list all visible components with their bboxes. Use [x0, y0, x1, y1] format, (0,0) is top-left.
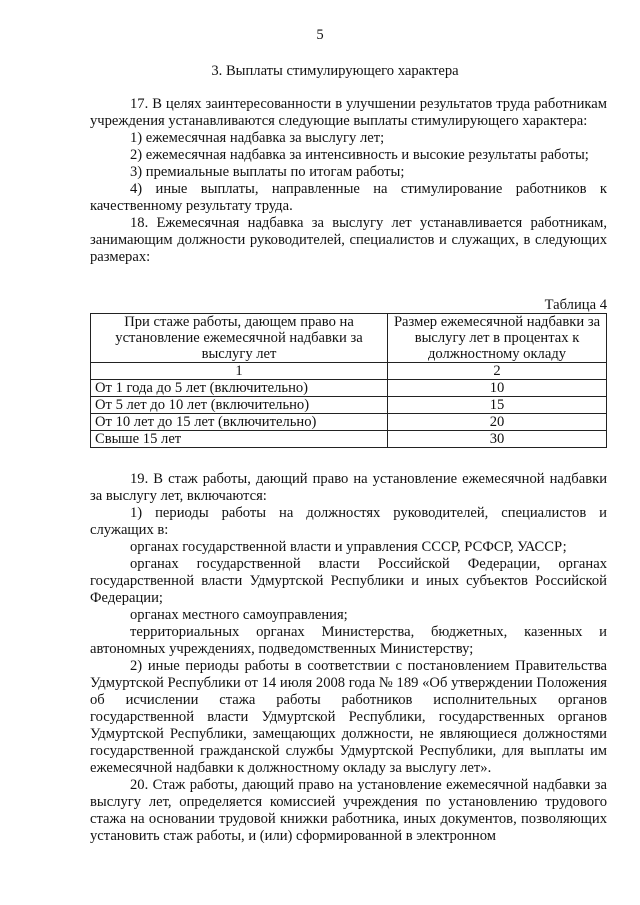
paragraph-19 [90, 471, 607, 845]
paragraph-18: 18. Ежемесячная надбавка за выслугу лет устанавливается работникам, занимающим должности руководителей, специалистов и служащих, в следующих размерах: [90, 215, 607, 265]
table-cell-percent: 20 [388, 414, 607, 431]
paragraph-17-item-3: 3) премиальные выплаты по итогам работы; [130, 164, 405, 180]
table-cell-percent: 10 [388, 380, 607, 397]
paragraph-19-item-1: 1) периоды работы на должностях руководителей, специалистов и служащих в: [90, 505, 607, 538]
table-column-number-2: 2 [388, 363, 607, 380]
organ-item: органах государственной власти Российской Федерации, органах государственной власти Удмуртской Республики и иных субъектов Российской Федерации; [90, 556, 607, 606]
paragraph-19-intro: 19. В стаж работы, дающий право на установление ежемесячной надбавки за выслугу лет, включаются: [90, 471, 607, 504]
page-number: 5 [316, 27, 324, 43]
paragraph-20: 20. Стаж работы, дающий право на установление ежемесячной надбавки за выслугу лет, определяется комиссией учреждения по установлению трудового стажа на основании трудовой книжки работника, иных документов, позволяющих установить стаж работы, и (или) сформированной в электронном [90, 777, 607, 844]
table-row [91, 414, 607, 431]
table-cell-percent: 30 [388, 431, 607, 448]
paragraph-17-item-2: 2) ежемесячная надбавка за интенсивность и высокие результаты работы; [130, 147, 589, 163]
paragraph-17-item-1: 1) ежемесячная надбавка за выслугу лет; [130, 130, 385, 146]
organ-item: территориальных органах Министерства, бюджетных, казенных и автономных учреждениях, подведомственных Министерству; [90, 624, 607, 657]
table-column-number-row [91, 363, 607, 380]
table-cell-percent: 15 [388, 397, 607, 414]
organ-item: органах местного самоуправления; [130, 607, 348, 623]
organ-item: органах государственной власти и управления СССР, РСФСР, УАССР; [130, 539, 567, 555]
table-cell-period: От 10 лет до 15 лет (включительно) [91, 414, 388, 431]
table-column-number-1: 1 [91, 363, 388, 380]
table-header-percent: Размер ежемесячной надбавки за выслугу лет в процентах к должностному окладу [388, 314, 607, 363]
section-title: 3. Выплаты стимулирующего характера [211, 63, 459, 79]
table-header-row [91, 314, 607, 363]
paragraph-17-item-4: 4) иные выплаты, направленные на стимулирование работников к качественному результату труда. [90, 181, 607, 214]
table-row [91, 397, 607, 414]
table-row [91, 431, 607, 448]
table-caption: Таблица 4 [544, 297, 607, 313]
table-header-period: При стаже работы, дающем право на установление ежемесячной надбавки за выслугу лет [91, 314, 388, 363]
table-cell-period: От 1 года до 5 лет (включительно) [91, 380, 388, 397]
paragraph-17 [90, 96, 607, 266]
paragraph-19-item-2: 2) иные периоды работы в соответствии с постановлением Правительства Удмуртской Республики от 14 июля 2008 года № 189 «Об утверждении Положения об исчислении стажа работы работников исполнительных органов государственной власти Удмуртской Республики, государственных органов Удмуртской Республики, замещающих должности, не являющиеся должностями государственной гражданской службы Удмуртской Республики, для выплаты им ежемесячной надбавки к должностному окладу за выслугу лет». [90, 658, 607, 776]
table-row [91, 380, 607, 397]
seniority-table [90, 313, 607, 448]
table-cell-period: Свыше 15 лет [91, 431, 388, 448]
table-cell-period: От 5 лет до 10 лет (включительно) [91, 397, 388, 414]
paragraph-17-intro: 17. В целях заинтересованности в улучшении результатов труда работникам учреждения устанавливаются следующие выплаты стимулирующего характера: [90, 96, 607, 129]
